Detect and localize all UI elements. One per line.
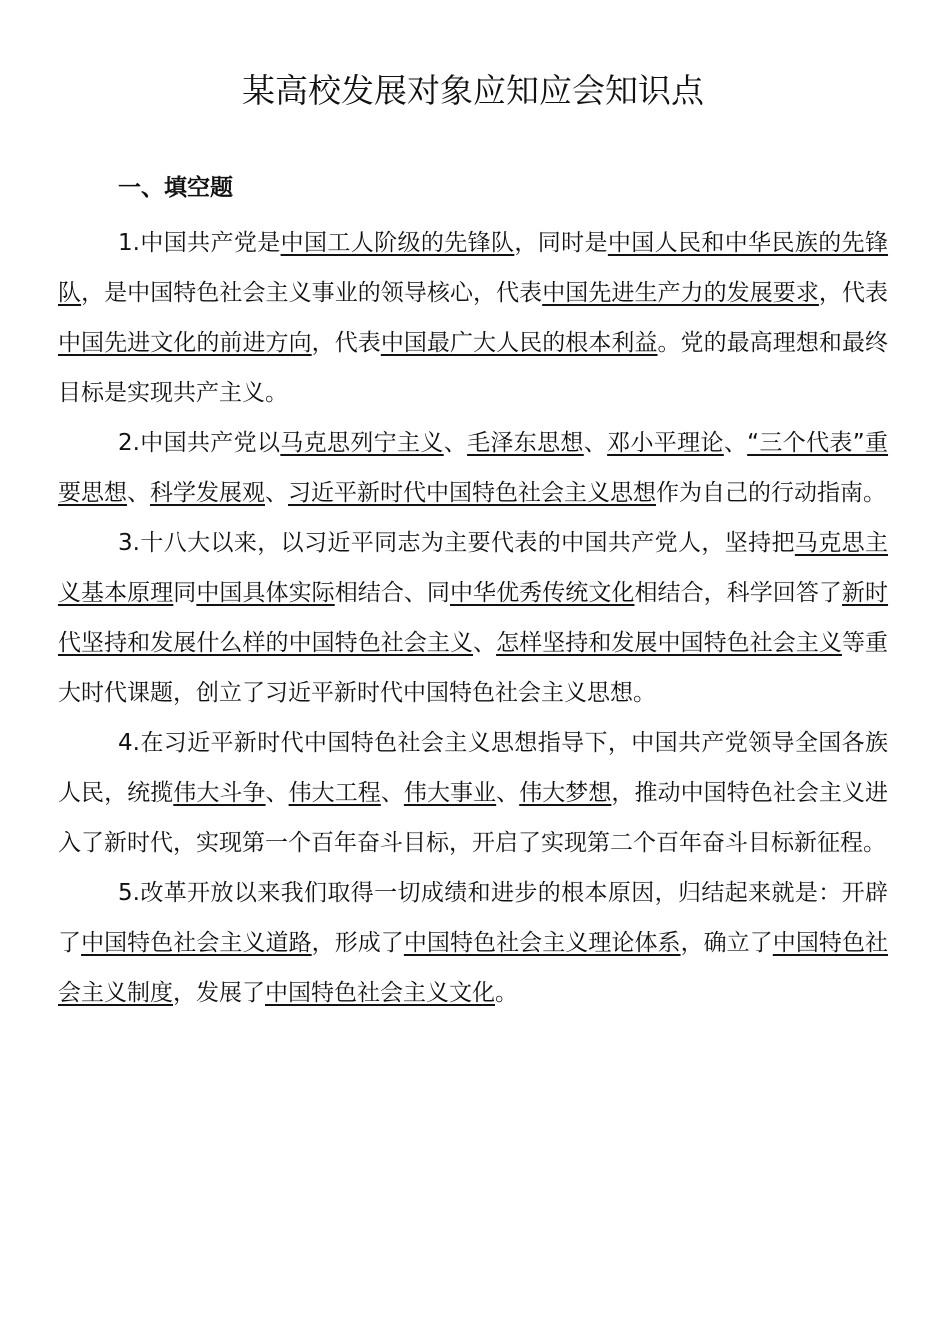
question-text: 1.中国共产党是 <box>118 230 281 256</box>
question-text: 相结合、同 <box>334 580 450 606</box>
question-text: ，形成了 <box>311 930 404 956</box>
question-text: ，代表 <box>818 280 889 306</box>
question-text: 5.改革开放以来我们取得一切成绩和进步的根本原因，归结起来就是：开辟了 <box>58 880 888 956</box>
answer-blank: 马克思列宁主义 <box>280 430 444 456</box>
question-text: 、 <box>473 630 497 656</box>
answer-blank: 中华优秀传统文化 <box>450 580 635 606</box>
question-text: 2.中国共产党以 <box>118 430 281 456</box>
answer-blank: “三个代表”重要思想 <box>58 430 889 506</box>
question-text: ，确立了 <box>680 930 773 956</box>
question-text: 、 <box>583 430 608 456</box>
answer-blank: 怎样坚持和发展中国特色社会主义 <box>496 630 842 656</box>
answer-blank: 毛泽东思想 <box>467 430 584 456</box>
question-text: ，是中国特色社会主义事业的领导核心，代表 <box>81 280 543 306</box>
answer-blank: 伟大斗争 <box>173 780 266 806</box>
answer-blank: 中国先进生产力的发展要求 <box>542 280 819 306</box>
answer-blank: 中国最广大人民的根本利益 <box>380 330 658 356</box>
question-text: 、 <box>265 780 289 806</box>
question-text: 4.在习近平新时代中国特色社会主义思想指导下，中国共产党领导全国各族人民，统揽 <box>58 730 888 806</box>
question-text: 。 <box>495 980 518 1006</box>
answer-blank: 中国特色社会主义制度 <box>58 930 889 1006</box>
question-text: 等重大时代课题，创立了习近平新时代中国特色社会主义思想。 <box>58 630 889 706</box>
answer-blank: 中国特色社会主义理论体系 <box>403 930 681 956</box>
question-3 <box>58 518 888 718</box>
answer-blank: 中国特色社会主义文化 <box>265 980 495 1006</box>
question-4 <box>58 718 888 868</box>
question-text: 、 <box>265 480 288 506</box>
question-2 <box>58 418 888 518</box>
answer-blank: 中国先进文化的前进方向 <box>58 330 312 356</box>
answer-blank: 伟大梦想 <box>519 780 612 806</box>
answer-blank: 习近平新时代中国特色社会主义思想 <box>288 480 656 506</box>
answer-blank: 中国具体实际 <box>196 580 335 606</box>
question-1 <box>58 218 888 418</box>
question-text: 3.十八大以来，以习近平同志为主要代表的中国共产党人，坚持把 <box>118 530 795 556</box>
section-heading: 一、填空题 <box>118 175 233 201</box>
question-text: 、 <box>127 480 150 506</box>
question-text: 。党的最高理想和最终目标是实现共产主义。 <box>58 330 889 406</box>
question-5 <box>58 868 888 1018</box>
question-text: 、 <box>496 780 520 806</box>
answer-blank: 新时代坚持和发展什么样的中国特色社会主义 <box>58 580 889 656</box>
answer-blank: 科学发展观 <box>150 480 265 506</box>
question-text: 、 <box>380 780 404 806</box>
question-text: ，推动中国特色社会主义进入了新时代，实现第一个百年奋斗目标，开启了实现第二个百年奋斗目标新征程。 <box>58 780 889 856</box>
answer-blank: 伟大工程 <box>288 780 381 806</box>
question-text: ，代表 <box>311 330 381 356</box>
answer-blank: 马克思主义基本原理 <box>58 530 889 606</box>
document-title: 某高校发展对象应知应会知识点 <box>242 71 704 110</box>
question-text: 作为自己的行动指南。 <box>656 480 886 506</box>
answer-blank: 伟大事业 <box>403 780 497 806</box>
answer-blank: 中国工人阶级的先锋队 <box>280 230 515 256</box>
answer-blank: 中国特色社会主义道路 <box>81 930 312 956</box>
question-text: 相结合，科学回答了 <box>634 580 842 606</box>
answer-blank: 中国人民和中华民族的先锋队 <box>58 230 889 306</box>
answer-blank: 邓小平理论 <box>607 430 724 456</box>
question-text: 同 <box>173 580 197 606</box>
question-text: ，同时是 <box>514 230 608 256</box>
question-text: 、 <box>723 430 748 456</box>
question-text: ，发展了 <box>173 980 265 1006</box>
question-text: 、 <box>443 430 468 456</box>
